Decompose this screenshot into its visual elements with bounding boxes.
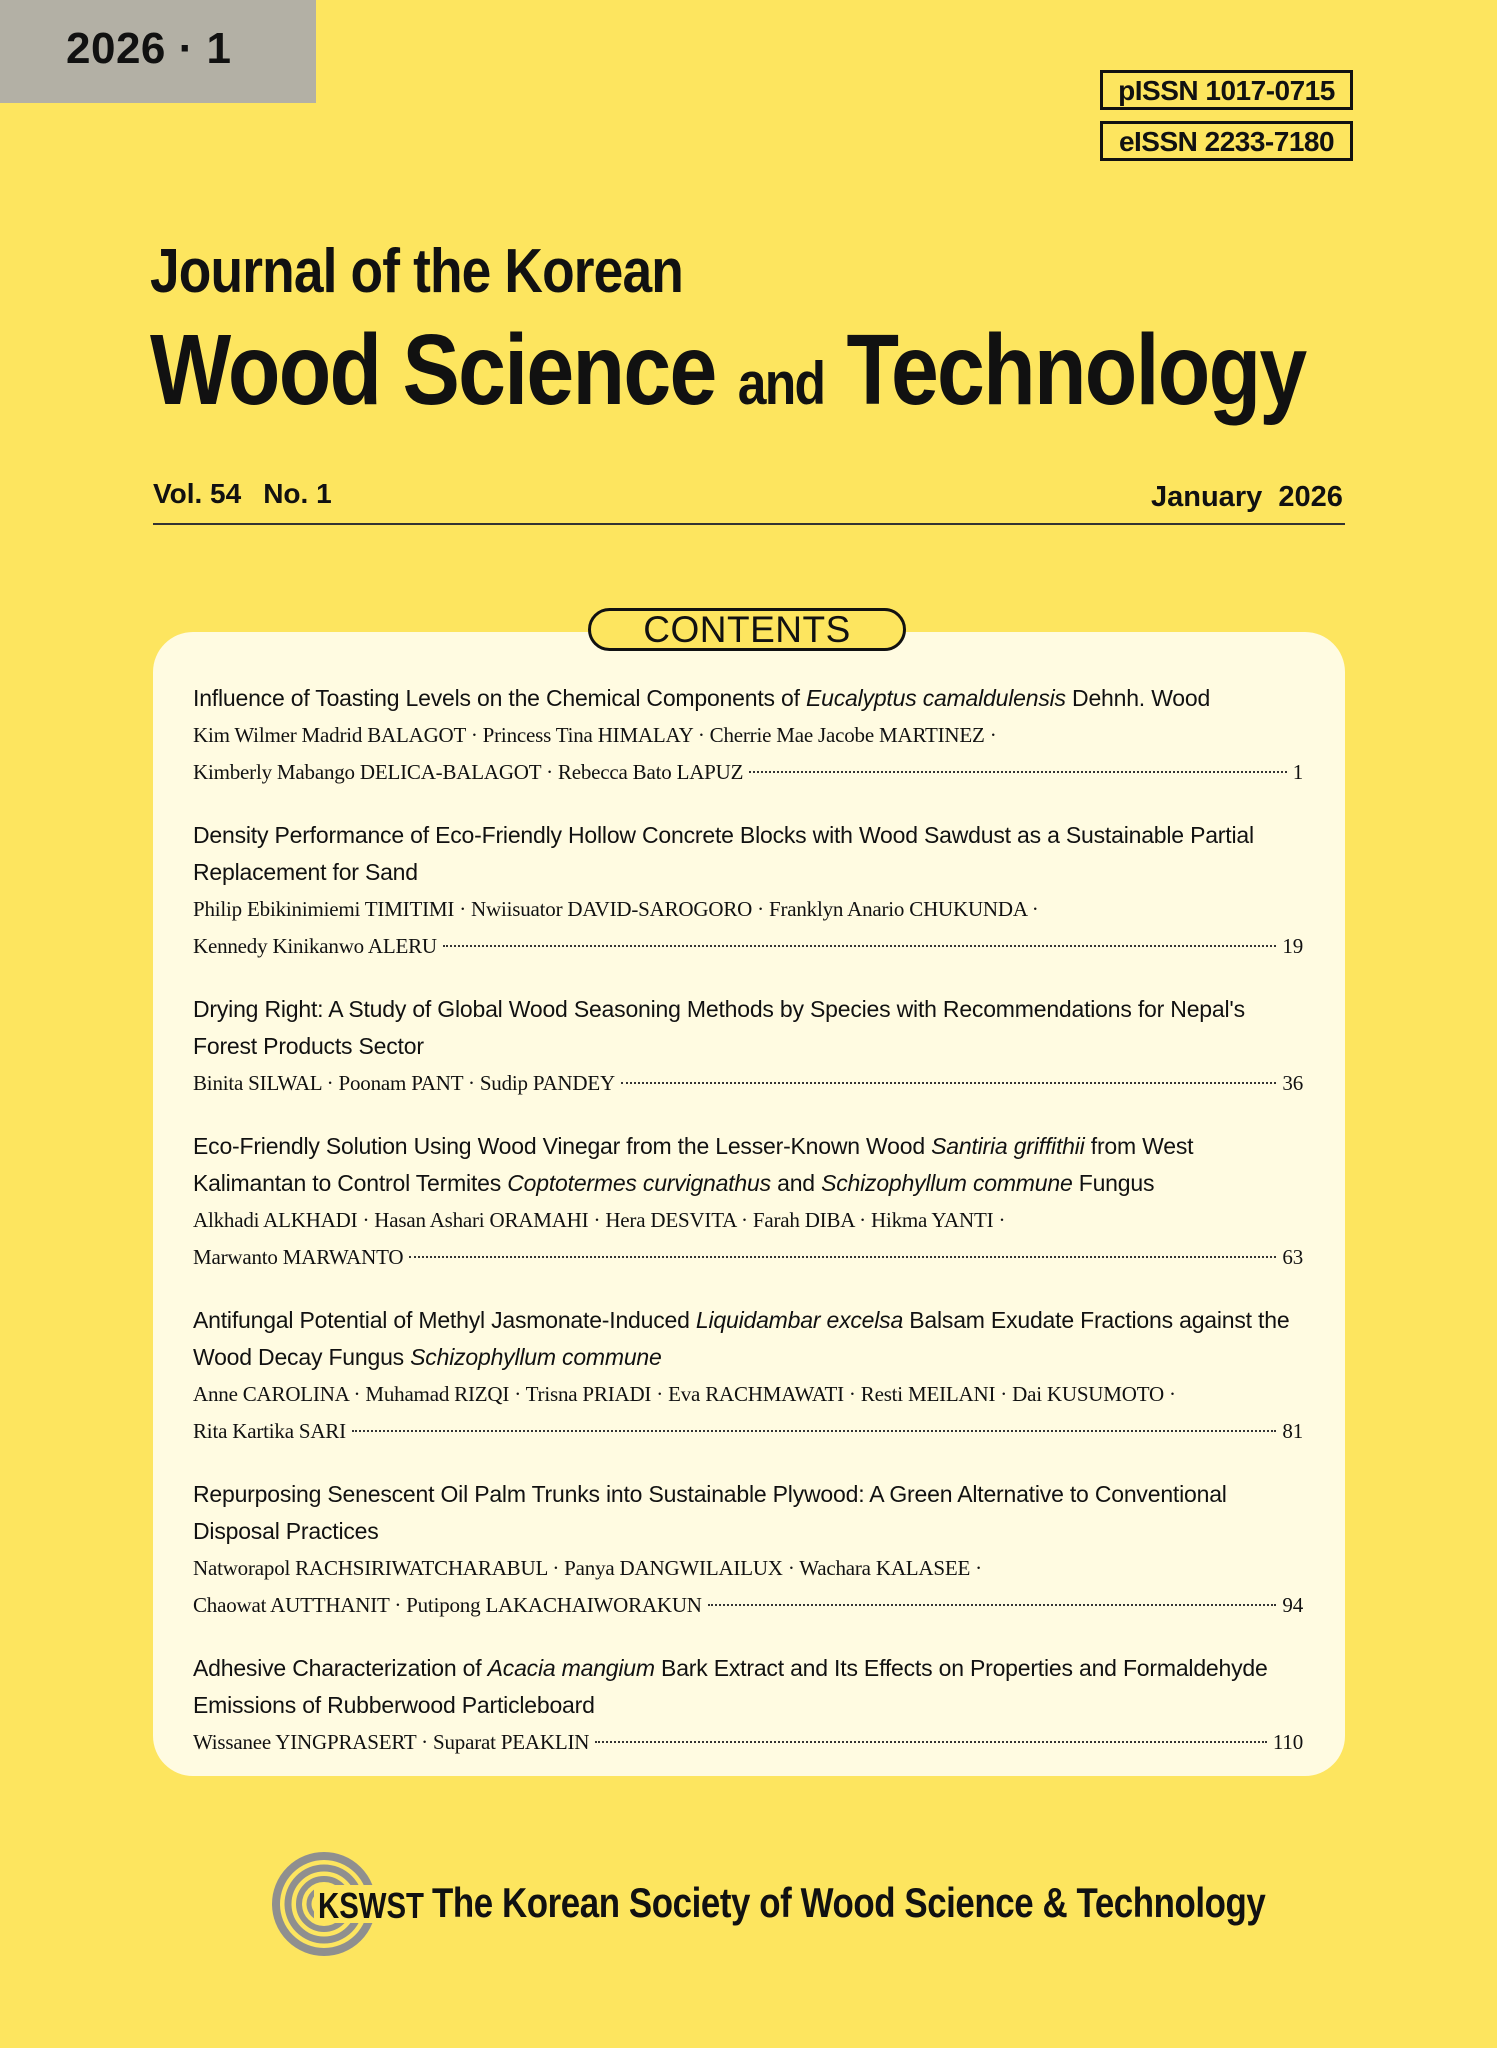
- header-divider: [153, 523, 1345, 525]
- species-name: Acacia mangium: [487, 1655, 655, 1681]
- page-number: 94: [1282, 1593, 1303, 1617]
- contents-heading: CONTENTS: [588, 608, 906, 651]
- article-authors: Marwanto MARWANTO: [193, 1245, 404, 1269]
- article-title: [193, 1476, 1303, 1550]
- dot-leader: [595, 1741, 1267, 1743]
- article-authors-last: [193, 1413, 1303, 1450]
- issue-date: January 2026: [1151, 481, 1343, 513]
- toc-entry: [193, 1476, 1303, 1624]
- toc-entry: [193, 1302, 1303, 1450]
- article-authors: Rita Kartika SARI: [193, 1419, 346, 1443]
- article-authors: Alkhadi ALKHADI · Hasan Ashari ORAMAHI · Hera DESVITA · Farah DIBA · Hikma YANTI ·: [193, 1208, 1006, 1232]
- page-number: 81: [1282, 1419, 1303, 1443]
- article-authors: Kim Wilmer Madrid BALAGOT · Princess Tina HIMALAY · Cherrie Mae Jacobe MARTINEZ ·: [193, 723, 997, 747]
- volume-number: [153, 478, 332, 510]
- article-authors: Kimberly Mabango DELICA-BALAGOT · Rebecca Bato LAPUZ: [193, 760, 744, 784]
- title-wood-science: Wood Science: [150, 314, 716, 426]
- article-authors: Wissanee YINGPRASERT · Suparat PEAKLIN: [193, 1730, 590, 1754]
- article-authors: Philip Ebikinimiemi TIMITIMI · Nwiisuator DAVID-SAROGORO · Franklyn Anario CHUKUNDA ·: [193, 897, 1039, 921]
- article-authors: Anne CAROLINA · Muhamad RIZQI · Trisna PRIADI · Eva RACHMAWATI · Resti MEILANI · Dai KUSUMOTO ·: [193, 1382, 1176, 1406]
- journal-title-line1: Journal of the Korean: [150, 237, 683, 306]
- page-number: 1: [1292, 760, 1303, 784]
- publisher-name: The Korean Society of Wood Science & Technology: [432, 1879, 1266, 1926]
- article-authors-last: [193, 1724, 1303, 1761]
- dot-leader: [708, 1604, 1277, 1606]
- title-text: from West Kalimantan to Control Termites: [193, 1133, 1194, 1196]
- eissn-box: eISSN 2233-7180: [1100, 121, 1353, 161]
- toc-entry: [193, 1650, 1303, 1761]
- kswst-logo-icon: [270, 1849, 430, 1959]
- title-text: Drying Right: A Study of Global Wood Seasoning Methods by Species with Recommendations for Nepal's Forest Products Sector: [193, 996, 1245, 1059]
- article-title: [193, 1302, 1303, 1376]
- article-title: [193, 817, 1303, 891]
- dot-leader: [443, 945, 1277, 947]
- species-name: Coptotermes curvignathus: [507, 1170, 771, 1196]
- page-number: 36: [1282, 1071, 1303, 1095]
- table-of-contents: [193, 680, 1303, 1787]
- title-text: Fungus: [1072, 1170, 1155, 1196]
- volume-label: Vol. 54: [153, 478, 242, 509]
- species-name: Schizophyllum commune: [821, 1170, 1073, 1196]
- article-title: [193, 991, 1303, 1065]
- article-authors-last: [193, 754, 1303, 791]
- article-authors: Chaowat AUTTHANIT · Putipong LAKACHAIWORAKUN: [193, 1593, 702, 1617]
- toc-entry: [193, 1128, 1303, 1276]
- toc-entry: [193, 817, 1303, 965]
- article-title: [193, 1650, 1303, 1724]
- article-title: [193, 1128, 1303, 1202]
- species-name: Liquidambar excelsa: [695, 1307, 904, 1333]
- title-text: Adhesive Characterization of: [193, 1655, 488, 1681]
- dot-leader: [621, 1082, 1276, 1084]
- title-text: Bark Extract and Its Effects on Properties and Formaldehyde Emissions of Rubberwood Particleboard: [193, 1655, 1268, 1718]
- title-text: Density Performance of Eco-Friendly Hollow Concrete Blocks with Wood Sawdust as a Sustainable Partial Replacement for Sand: [193, 822, 1254, 885]
- article-authors-last: [193, 1587, 1303, 1624]
- title-text: Eco-Friendly Solution Using Wood Vinegar from the Lesser-Known Wood: [193, 1133, 932, 1159]
- title-text: Dehnh. Wood: [1065, 685, 1211, 711]
- title-text: and: [770, 1170, 822, 1196]
- article-authors: Kennedy Kinikanwo ALERU: [193, 934, 437, 958]
- title-technology: Technology: [846, 314, 1306, 426]
- article-authors-last: [193, 1239, 1303, 1276]
- species-name: Eucalyptus camaldulensis: [806, 685, 1066, 711]
- page-number: 19: [1282, 934, 1303, 958]
- logo-text: KSWST: [318, 1885, 424, 1926]
- article-authors: Binita SILWAL · Poonam PANT · Sudip PANDEY: [193, 1071, 615, 1095]
- toc-entry: [193, 680, 1303, 791]
- article-authors-last: [193, 928, 1303, 965]
- article-authors-last: [193, 1065, 1303, 1102]
- article-title: [193, 680, 1303, 717]
- species-name: Santiria griffithii: [931, 1133, 1085, 1159]
- dot-leader: [352, 1430, 1276, 1432]
- toc-entry: [193, 991, 1303, 1102]
- year-issue-label: 2026 · 1: [66, 24, 232, 73]
- page-number: 63: [1282, 1245, 1303, 1269]
- title-text: Antifungal Potential of Methyl Jasmonate-Induced: [193, 1307, 696, 1333]
- number-label: No. 1: [263, 478, 332, 509]
- title-text: Repurposing Senescent Oil Palm Trunks into Sustainable Plywood: A Green Alternative to Conventional Disposal Practices: [193, 1481, 1227, 1544]
- publisher-footer: [270, 1849, 1270, 1959]
- page-number: 110: [1272, 1730, 1303, 1754]
- year-issue-tab: [0, 0, 316, 103]
- species-name: Schizophyllum commune: [410, 1344, 662, 1370]
- pissn-box: pISSN 1017-0715: [1100, 70, 1353, 110]
- journal-title-line2: [150, 313, 1306, 428]
- dot-leader: [409, 1256, 1276, 1258]
- title-text: Influence of Toasting Levels on the Chemical Components of: [193, 685, 806, 711]
- article-authors: Natworapol RACHSIRIWATCHARABUL · Panya DANGWILAILUX · Wachara KALASEE ·: [193, 1556, 982, 1580]
- title-and: and: [737, 350, 825, 417]
- dot-leader: [749, 771, 1286, 773]
- title-text: Balsam Exudate Fractions against the Wood Decay Fungus: [193, 1307, 1290, 1370]
